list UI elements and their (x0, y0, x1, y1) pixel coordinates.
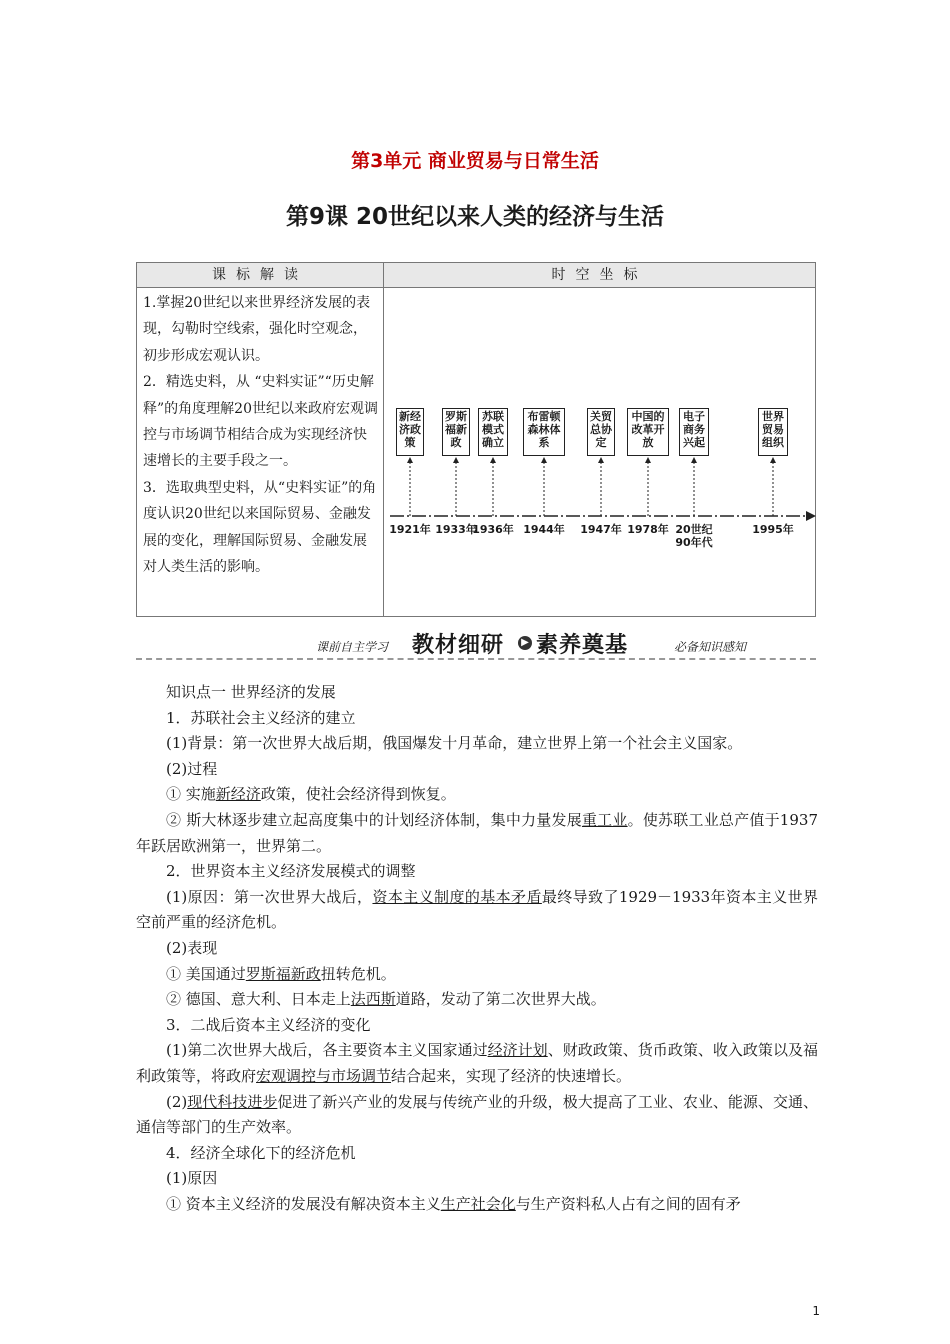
underlined-keyword: 资本主义制度的基本矛盾 (372, 887, 542, 906)
timeline-event-line: 布雷顿 (527, 410, 561, 423)
banner-divider (136, 658, 816, 660)
body-text-segment: 政策，使社会经济得到恢复。 (260, 785, 456, 804)
connector-arrow-icon (598, 457, 604, 463)
body-paragraph (136, 885, 818, 936)
underlined-keyword: 罗斯福新政 (245, 964, 321, 983)
timeline-event-line: 电子 (683, 410, 705, 423)
body-text-segment: 2．世界资本主义经济发展模式的调整 (166, 862, 416, 881)
body-text-segment: 结合起来，实现了经济的快速增长。 (391, 1066, 632, 1085)
body-paragraph (136, 782, 818, 808)
body-paragraph (136, 1013, 818, 1039)
body-text-segment: 与生产资料私人占有之间的固有矛 (515, 1194, 741, 1213)
standard-item: 3．选取典型史料，从“史料实证”的角度认识20世纪以来国际贸易、金融发展的变化，理解国际贸易、金融发展对人类生活的影响。 (143, 479, 377, 576)
timeline-event-line: 定 (595, 436, 607, 449)
body-text-segment: ② 斯大林逐步建立起高度集中的计划经济体制，集中力量发展 (166, 810, 582, 829)
standards-header: 课标解读 (137, 263, 384, 288)
body-text-segment: 4．经济全球化下的经济危机 (166, 1143, 356, 1162)
body-paragraph (136, 936, 818, 962)
standard-item: 2．精选史料，从 “史料实证”“历史解释”的角度理解20世纪以来政府宏观调控与市场调节相结合成为实现经济快速增长的主要手段之一。 (143, 374, 378, 470)
underlined-keyword: 重工业 (581, 810, 628, 829)
timeline-event-line: 罗斯 (445, 410, 467, 423)
body-text-segment: ② 德国、意大利、日本走上 (166, 990, 351, 1009)
body-paragraph (136, 808, 818, 859)
timeline-year-line: 20世纪 (675, 523, 713, 536)
timeline-year-label: 1921年 (389, 523, 431, 536)
banner-arrow-icon: ▶ (518, 636, 532, 650)
body-paragraph (136, 1166, 818, 1192)
body-paragraph (136, 859, 818, 885)
connector-arrow-icon (541, 457, 547, 463)
banner-right-text: 必备知识感知 (674, 640, 747, 654)
timeline-event-line: 商务 (683, 423, 705, 436)
timeline-event-box (478, 408, 508, 456)
body-text-segment: ① 实施 (166, 785, 216, 804)
timeline-year-label: 1995年 (752, 523, 794, 536)
body-paragraph (136, 731, 818, 757)
timeline-event-line: 关贸 (590, 410, 612, 423)
timeline-event-box (758, 408, 788, 456)
knowledge-points (136, 680, 818, 1217)
timeline-event-line: 组织 (762, 436, 784, 449)
body-paragraph (136, 1090, 818, 1141)
timeline-year-label (664, 523, 724, 549)
body-text-segment: ① 美国通过 (166, 964, 246, 983)
lesson-title: 第9课 20世纪以来人类的经济与生活 (285, 204, 665, 230)
timeline-event-line: 世界 (762, 410, 784, 423)
timeline-event-line: 贸易 (762, 423, 784, 436)
timeline-event-line: 新经 (399, 410, 421, 423)
timeline-diagram (384, 288, 816, 617)
body-text-segment: 知识点一 世界经济的发展 (166, 683, 336, 701)
body-paragraph (136, 1192, 818, 1218)
body-text-segment: (2)过程 (166, 759, 218, 778)
body-paragraph (136, 680, 818, 706)
timeline-event-line: 兴起 (683, 436, 705, 449)
body-paragraph (136, 1038, 818, 1089)
unit-title: 第3单元 商业贸易与日常生活 (351, 150, 599, 172)
timeline-event-line: 中国的 (631, 410, 665, 423)
standards-list (137, 288, 383, 584)
banner-main-a: 教材细研 (412, 633, 505, 658)
timeline-event-box (442, 408, 470, 456)
connector-arrow-icon (453, 457, 459, 463)
underlined-keyword: 现代科技进步 (187, 1092, 278, 1111)
body-paragraph (136, 987, 818, 1013)
body-text-segment: (2)表现 (166, 938, 218, 957)
timeline-event-line: 系 (538, 436, 550, 449)
body-text-segment: 扭转危机。 (320, 964, 396, 983)
timeline-event-line: 福新 (445, 423, 467, 436)
body-text-segment: 促进了新兴产业的发展与传统产业的升级，极大提高了工业、农业、能源、交通、通信等部门的生产效率。 (136, 1092, 818, 1137)
body-paragraph (136, 1141, 818, 1167)
timeline-year-label: 1944年 (523, 523, 565, 536)
overview-table (136, 262, 816, 617)
underlined-keyword: 新经济 (215, 785, 261, 804)
body-text-segment: (2) (166, 1092, 188, 1111)
banner-main-b: 素养奠基 (536, 633, 629, 658)
timeline-event-box (396, 408, 424, 456)
body-text-segment: ① 资本主义经济的发展没有解决资本主义 (166, 1194, 441, 1213)
body-text-segment: (1)第二次世界大战后，各主要资本主义国家通过 (166, 1041, 488, 1060)
timeline-event-line: 放 (642, 436, 654, 449)
timeline-year-line: 90年代 (675, 536, 713, 549)
standards-cell (137, 288, 384, 617)
section-banner (136, 626, 816, 662)
timeline-header: 时空坐标 (384, 263, 816, 288)
timeline-event-line: 确立 (482, 436, 504, 449)
body-text-segment: (1)背景：第一次世界大战后期，俄国爆发十月革命，建立世界上第一个社会主义国家。 (166, 734, 743, 753)
timeline-event-line: 模式 (482, 423, 504, 436)
timeline-event-box (523, 408, 565, 456)
timeline-event-line: 政 (450, 436, 462, 449)
body-text-segment: 道路，发动了第二次世界大战。 (395, 990, 606, 1009)
banner-left-text: 课前自主学习 (316, 640, 389, 654)
body-text-segment: 3．二战后资本主义经济的变化 (166, 1015, 371, 1034)
body-text-segment: 、财政政策、货币政策、收入政策以及福利政策等，将政府 (136, 1041, 818, 1085)
body-text-segment: (1)原因：第一次世界大战后， (166, 887, 373, 906)
body-paragraph (136, 706, 818, 732)
timeline-event-box (587, 408, 615, 456)
connector-arrow-icon (645, 457, 651, 463)
body-text-segment: (1)原因 (166, 1169, 218, 1188)
timeline-event-line: 苏联 (482, 410, 504, 423)
timeline-event-line: 森林体 (527, 423, 561, 436)
timeline-event-box (627, 408, 669, 456)
connector-arrow-icon (407, 457, 413, 463)
connector-arrow-icon (770, 457, 776, 463)
timeline-arrowhead (806, 511, 816, 521)
body-paragraph (136, 757, 818, 783)
body-text-segment: 。使苏联工业总产值于1937年跃居欧洲第一，世界第二。 (136, 810, 818, 855)
underlined-keyword: 经济计划 (487, 1041, 548, 1060)
timeline-year-label: 1947年 (580, 523, 622, 536)
underlined-keyword: 法西斯 (350, 990, 396, 1009)
timeline-year-label: 1978年 (627, 523, 669, 536)
body-paragraph (136, 962, 818, 988)
timeline-year-label: 1936年 (472, 523, 514, 536)
timeline-event-line: 济政 (399, 423, 421, 436)
underlined-keyword: 宏观调控与市场调节 (256, 1066, 392, 1085)
page-number: 1 (812, 1304, 820, 1318)
body-text-segment: 最终导致了1929－1933年资本主义世界空前严重的经济危机。 (136, 887, 819, 932)
timeline-event-line: 总协 (590, 423, 612, 436)
timeline-event-line: 策 (404, 436, 416, 449)
underlined-keyword: 生产社会化 (440, 1194, 516, 1213)
body-text-segment: 1．苏联社会主义经济的建立 (166, 708, 356, 727)
timeline-event-box (679, 408, 709, 456)
timeline-year-label: 1933年 (435, 523, 477, 536)
connector-arrow-icon (490, 457, 496, 463)
standard-item: 1.掌握20世纪以来世界经济发展的表现，勾勒时空线索，强化时空观念，初步形成宏观认识。 (143, 295, 371, 364)
connector-arrow-icon (691, 457, 697, 463)
timeline-event-line: 改革开 (631, 423, 665, 436)
